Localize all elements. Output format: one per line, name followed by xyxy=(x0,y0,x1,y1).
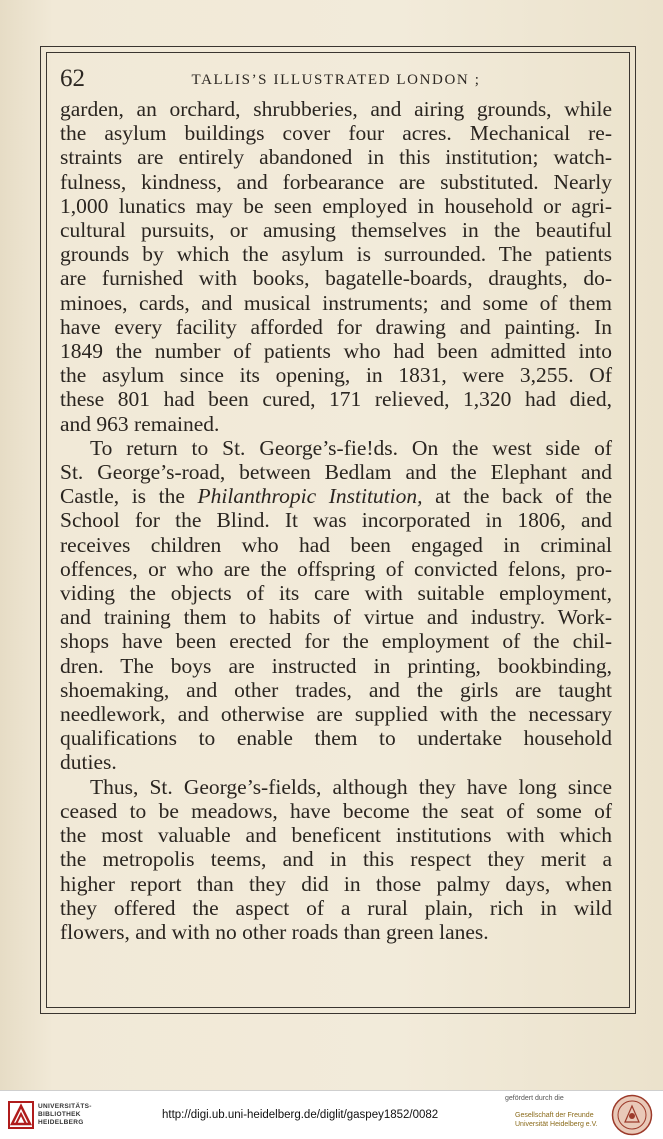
university-library-name xyxy=(38,1103,92,1127)
text-line: are furnished with books, bagatelle-boards, draughts, do- xyxy=(60,266,612,291)
text-line: shoemaking, and other trades, and the girls are taught xyxy=(60,677,612,702)
permalink-url[interactable]: http://digi.ub.uni-heidelberg.de/diglit/gaspey1852/0082 xyxy=(162,1109,439,1121)
text-line: the asylum buildings cover four acres. Mechanical re- xyxy=(60,121,612,146)
library-name-line: BIBLIOTHEK xyxy=(38,1111,81,1118)
text-line: Thus, St. George’s-fields, although they have long since xyxy=(90,774,612,799)
text-line: garden, an orchard, shrubberies, and airing grounds, while xyxy=(60,97,612,121)
text-line: shops have been erected for the employment of the chil- xyxy=(60,629,612,654)
body-text xyxy=(60,97,612,944)
running-title: TALLIS’S ILLUSTRATED LONDON ; xyxy=(191,72,481,88)
institution-name: Philanthropic Institution, xyxy=(197,484,423,509)
text-line: the asylum since its opening, in 1831, were 3,255. Of xyxy=(60,363,612,388)
text-line: School for the Blind. It was incorporated in 1806, and xyxy=(60,508,612,533)
university-library-logo-icon xyxy=(8,1100,34,1130)
sponsor-prefix: gefördert durch die xyxy=(505,1095,564,1102)
text-line: To return to St. George’s-fie!ds. On the west side of xyxy=(90,435,612,460)
text-line: flowers, and with no other roads than green lanes. xyxy=(60,919,489,944)
text-line: St. George’s-road, between Bedlam and the Elephant and xyxy=(60,460,612,485)
sponsor-name-line: Universität Heidelberg e.V. xyxy=(515,1121,598,1128)
text-line: and training them to habits of virtue and industry. Work- xyxy=(60,605,612,630)
text-line: have every facility afforded for drawing and painting. In xyxy=(60,314,612,339)
text-line: 1849 the number of patients who had been admitted into xyxy=(60,339,612,364)
text-line: these 801 had been cured, 171 relieved, 1,320 had died, xyxy=(60,387,612,412)
page-number: 62 xyxy=(60,65,85,92)
text-line: straints are entirely abandoned in this institution; watch- xyxy=(60,145,612,170)
sponsor-name xyxy=(515,1111,598,1129)
text-line: 1,000 lunatics may be seen employed in household or agri- xyxy=(60,193,612,218)
text-line: qualifications to enable them to undertake household xyxy=(60,726,612,751)
text-line: the metropolis teems, and in this respect they merit a xyxy=(60,847,612,872)
text-line: duties. xyxy=(60,750,117,775)
library-name-line: UNIVERSITÄTS- xyxy=(38,1103,92,1110)
library-name-line: HEIDELBERG xyxy=(38,1119,84,1126)
text-line: receives children who had been engaged in criminal xyxy=(60,532,612,557)
text-line: grounds by which the asylum is surrounded. The patients xyxy=(60,242,612,267)
text-span: at the back of the xyxy=(422,484,612,509)
text-line: viding the objects of its care with suitable employment, xyxy=(60,581,612,606)
sponsor-name-line: Gesellschaft der Freunde xyxy=(515,1112,594,1119)
text-span: Castle, is the xyxy=(60,484,198,509)
page-header xyxy=(60,64,612,94)
text-line: they offered the aspect of a rural plain, rich in wild xyxy=(60,895,612,920)
text-line: minoes, cards, and musical instruments; and some of them xyxy=(60,290,612,315)
text-line: fulness, kindness, and forbearance are substituted. Nearly xyxy=(60,169,612,194)
text-line: the most valuable and beneficent institutions with which xyxy=(60,823,612,848)
footer-bar xyxy=(0,1090,663,1139)
text-line: ceased to be meadows, have become the seat of some of xyxy=(60,798,612,823)
university-seal-icon xyxy=(611,1094,653,1136)
text-line: offences, or who are the offspring of convicted felons, pro- xyxy=(60,556,612,581)
text-line: cultural pursuits, or amusing themselves in the beautiful xyxy=(60,218,612,243)
text-line: higher report than they did in those palmy days, when xyxy=(60,871,612,896)
text-line: dren. The boys are instructed in printing, bookbinding, xyxy=(60,653,612,678)
text-line: and 963 remained. xyxy=(60,411,220,436)
text-line xyxy=(60,484,612,508)
text-line: needlework, and otherwise are supplied with the necessary xyxy=(60,702,612,727)
